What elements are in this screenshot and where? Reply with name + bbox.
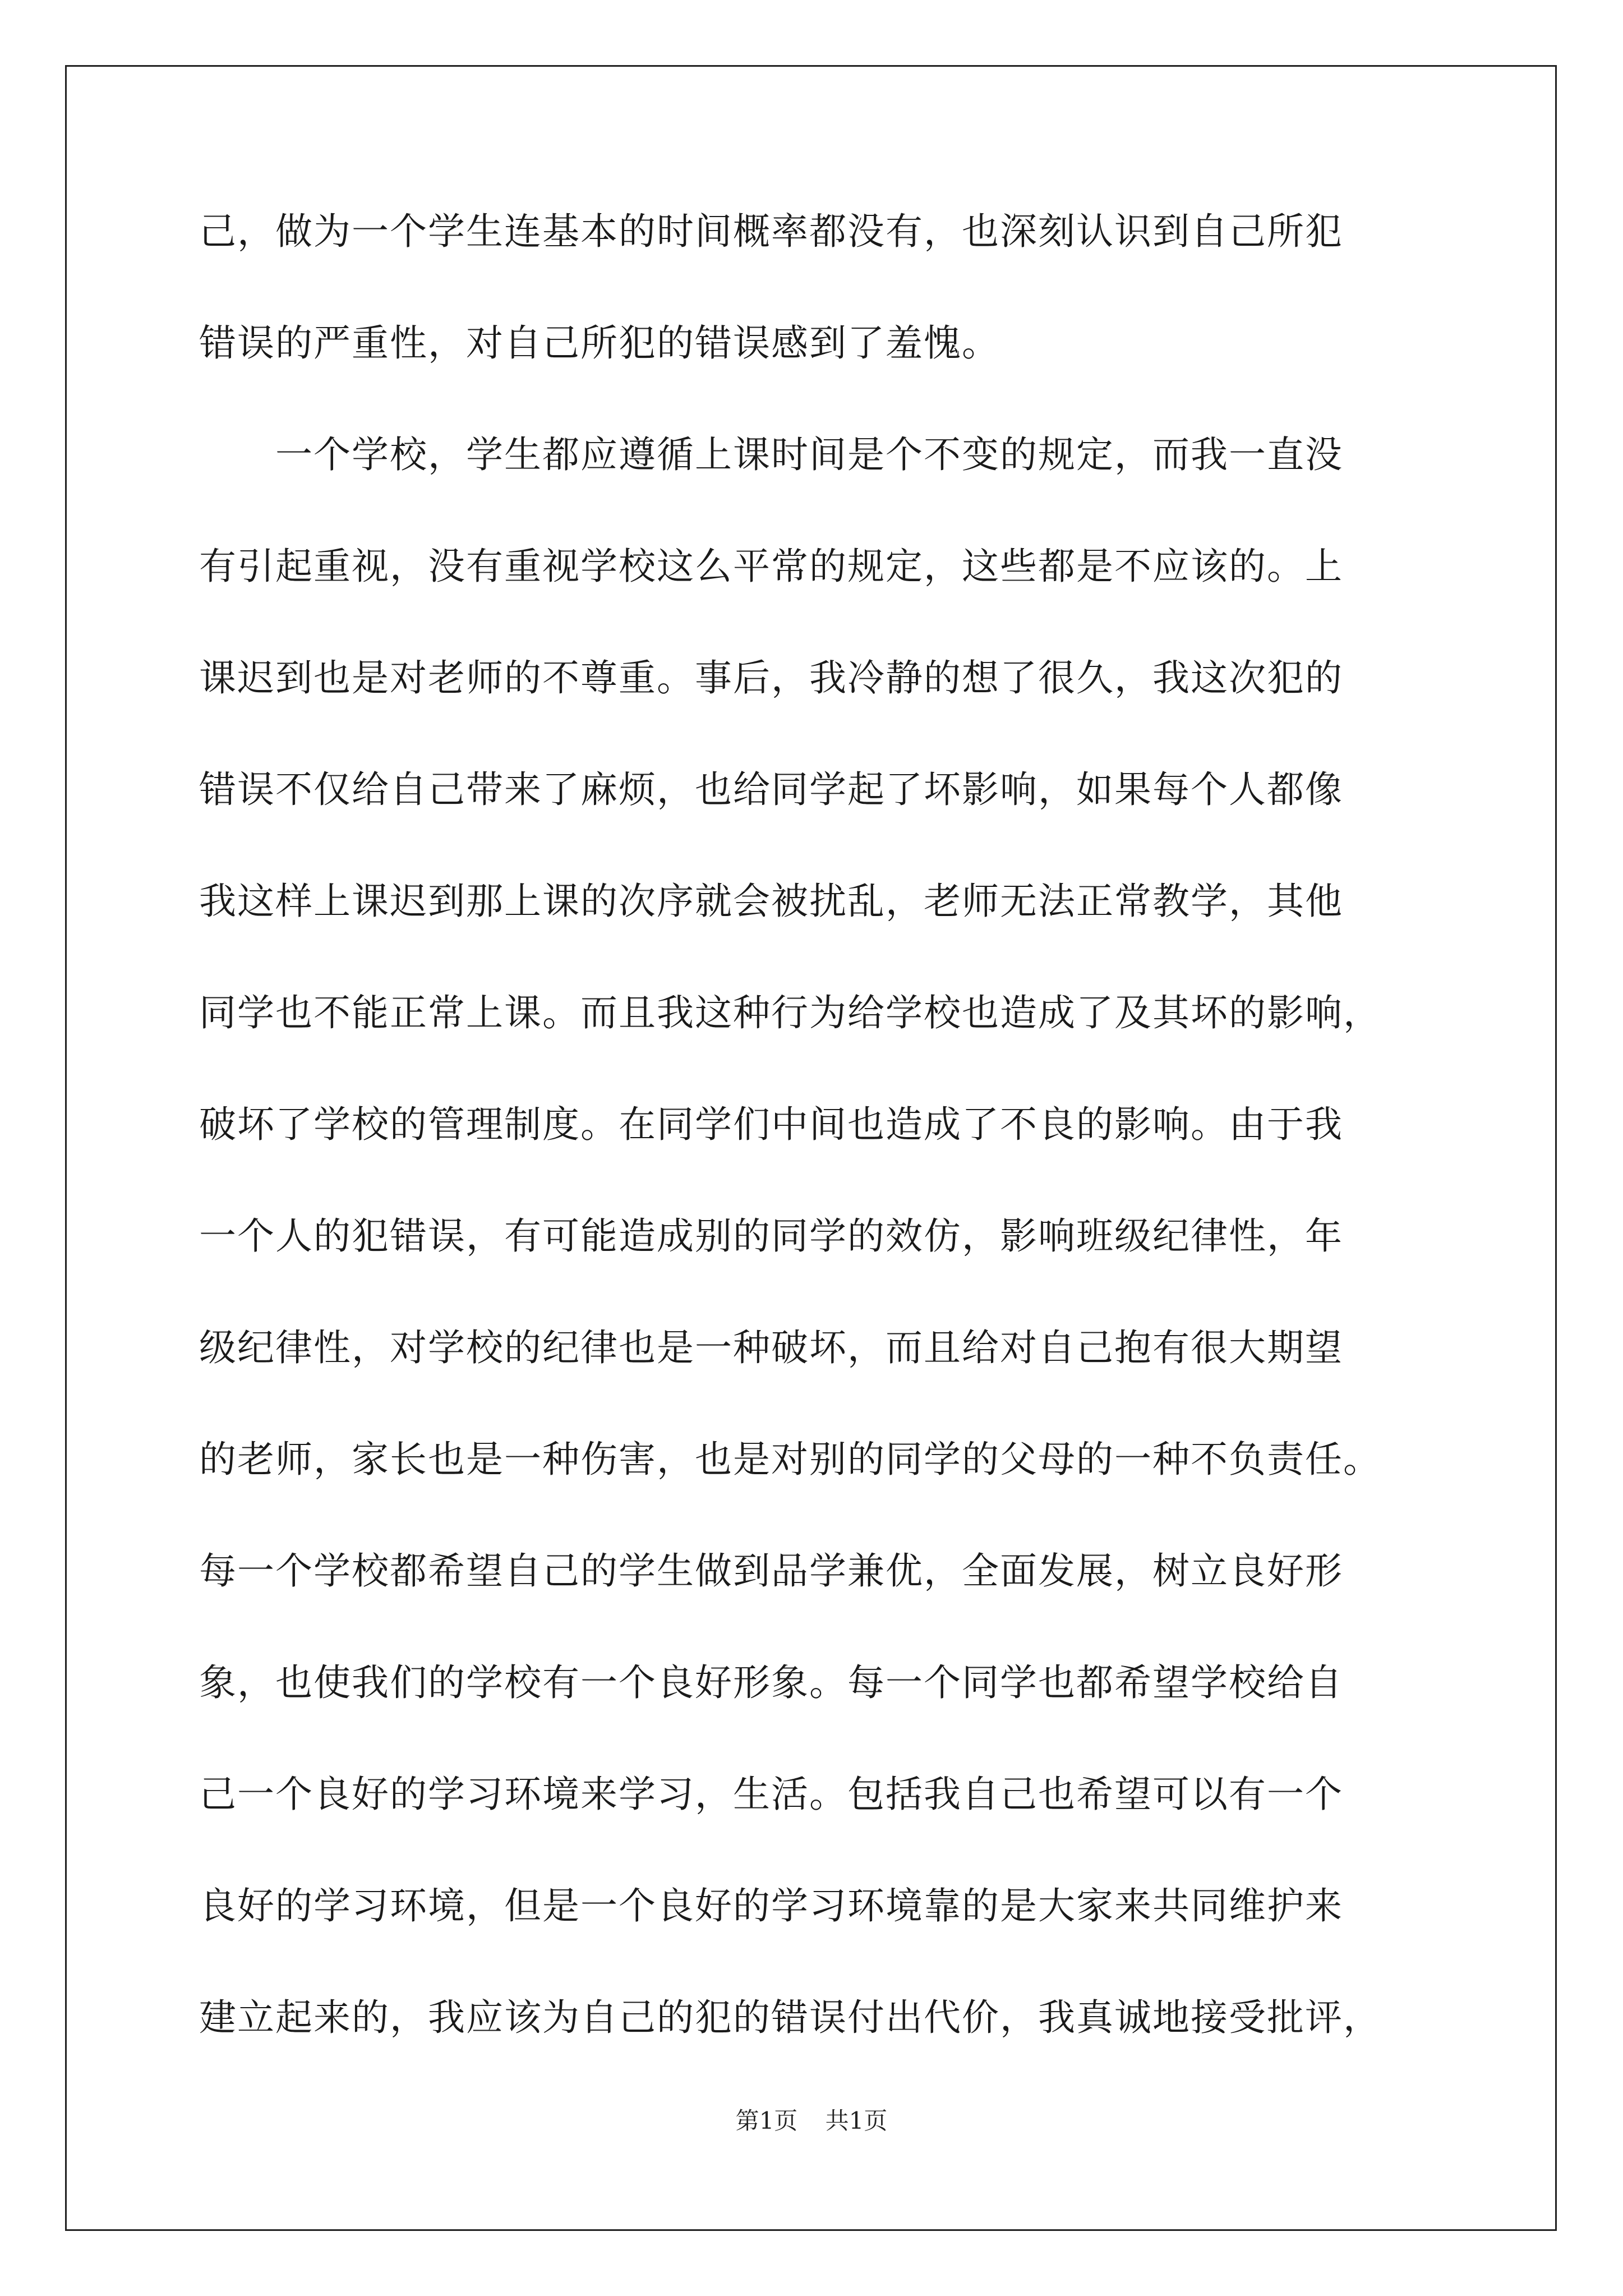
text-line: 一个人的犯错误，有可能造成别的同学的效仿，影响班级纪律性，年 <box>199 1214 1343 1258</box>
text-line: 破坏了学校的管理制度。在同学们中间也造成了不良的影响。由于我 <box>199 1103 1343 1146</box>
text-line: 我这样上课迟到那上课的次序就会被扰乱，老师无法正常教学，其他 <box>199 880 1343 923</box>
page-total: 共1页 <box>825 2107 888 2134</box>
text-line: 有引起重视，没有重视学校这么平常的规定，这些都是不应该的。上 <box>199 545 1343 588</box>
document-body <box>199 210 1433 2111</box>
text-line: 的老师，家长也是一种伤害，也是对别的同学的父母的一种不负责任。 <box>199 1438 1381 1481</box>
text-line: 级纪律性，对学校的纪律也是一种破坏，而且给对自己抱有很大期望 <box>199 1326 1343 1369</box>
text-line: 同学也不能正常上课。而且我这种行为给学校也造成了及其坏的影响， <box>199 991 1381 1034</box>
text-line: 良好的学习环境，但是一个良好的学习环境靠的是大家来共同维护来 <box>199 1884 1343 1927</box>
text-line: 象，也使我们的学校有一个良好形象。每一个同学也都希望学校给自 <box>199 1661 1343 1704</box>
page-number: 第1页 <box>735 2107 798 2134</box>
text-line: 课迟到也是对老师的不尊重。事后，我冷静的想了很久，我这次犯的 <box>199 656 1343 700</box>
text-line: 错误的严重性，对自己所犯的错误感到了羞愧。 <box>199 321 1000 365</box>
text-line: 建立起来的，我应该为自己的犯的错误付出代价，我真诚地接受批评， <box>199 1996 1381 2039</box>
text-line: 一个学校，学生都应遵循上课时间是个不变的规定，而我一直没 <box>199 433 1343 476</box>
text-line: 每一个学校都希望自己的学生做到品学兼优，全面发展，树立良好形 <box>199 1549 1343 1593</box>
text-line: 己，做为一个学生连基本的时间概率都没有，也深刻认识到自己所犯 <box>199 210 1343 253</box>
page-footer <box>0 2108 1623 2134</box>
text-line: 己一个良好的学习环境来学习，生活。包括我自己也希望可以有一个 <box>199 1773 1343 1816</box>
text-line: 错误不仅给自己带来了麻烦，也给同学起了坏影响，如果每个人都像 <box>199 768 1343 811</box>
